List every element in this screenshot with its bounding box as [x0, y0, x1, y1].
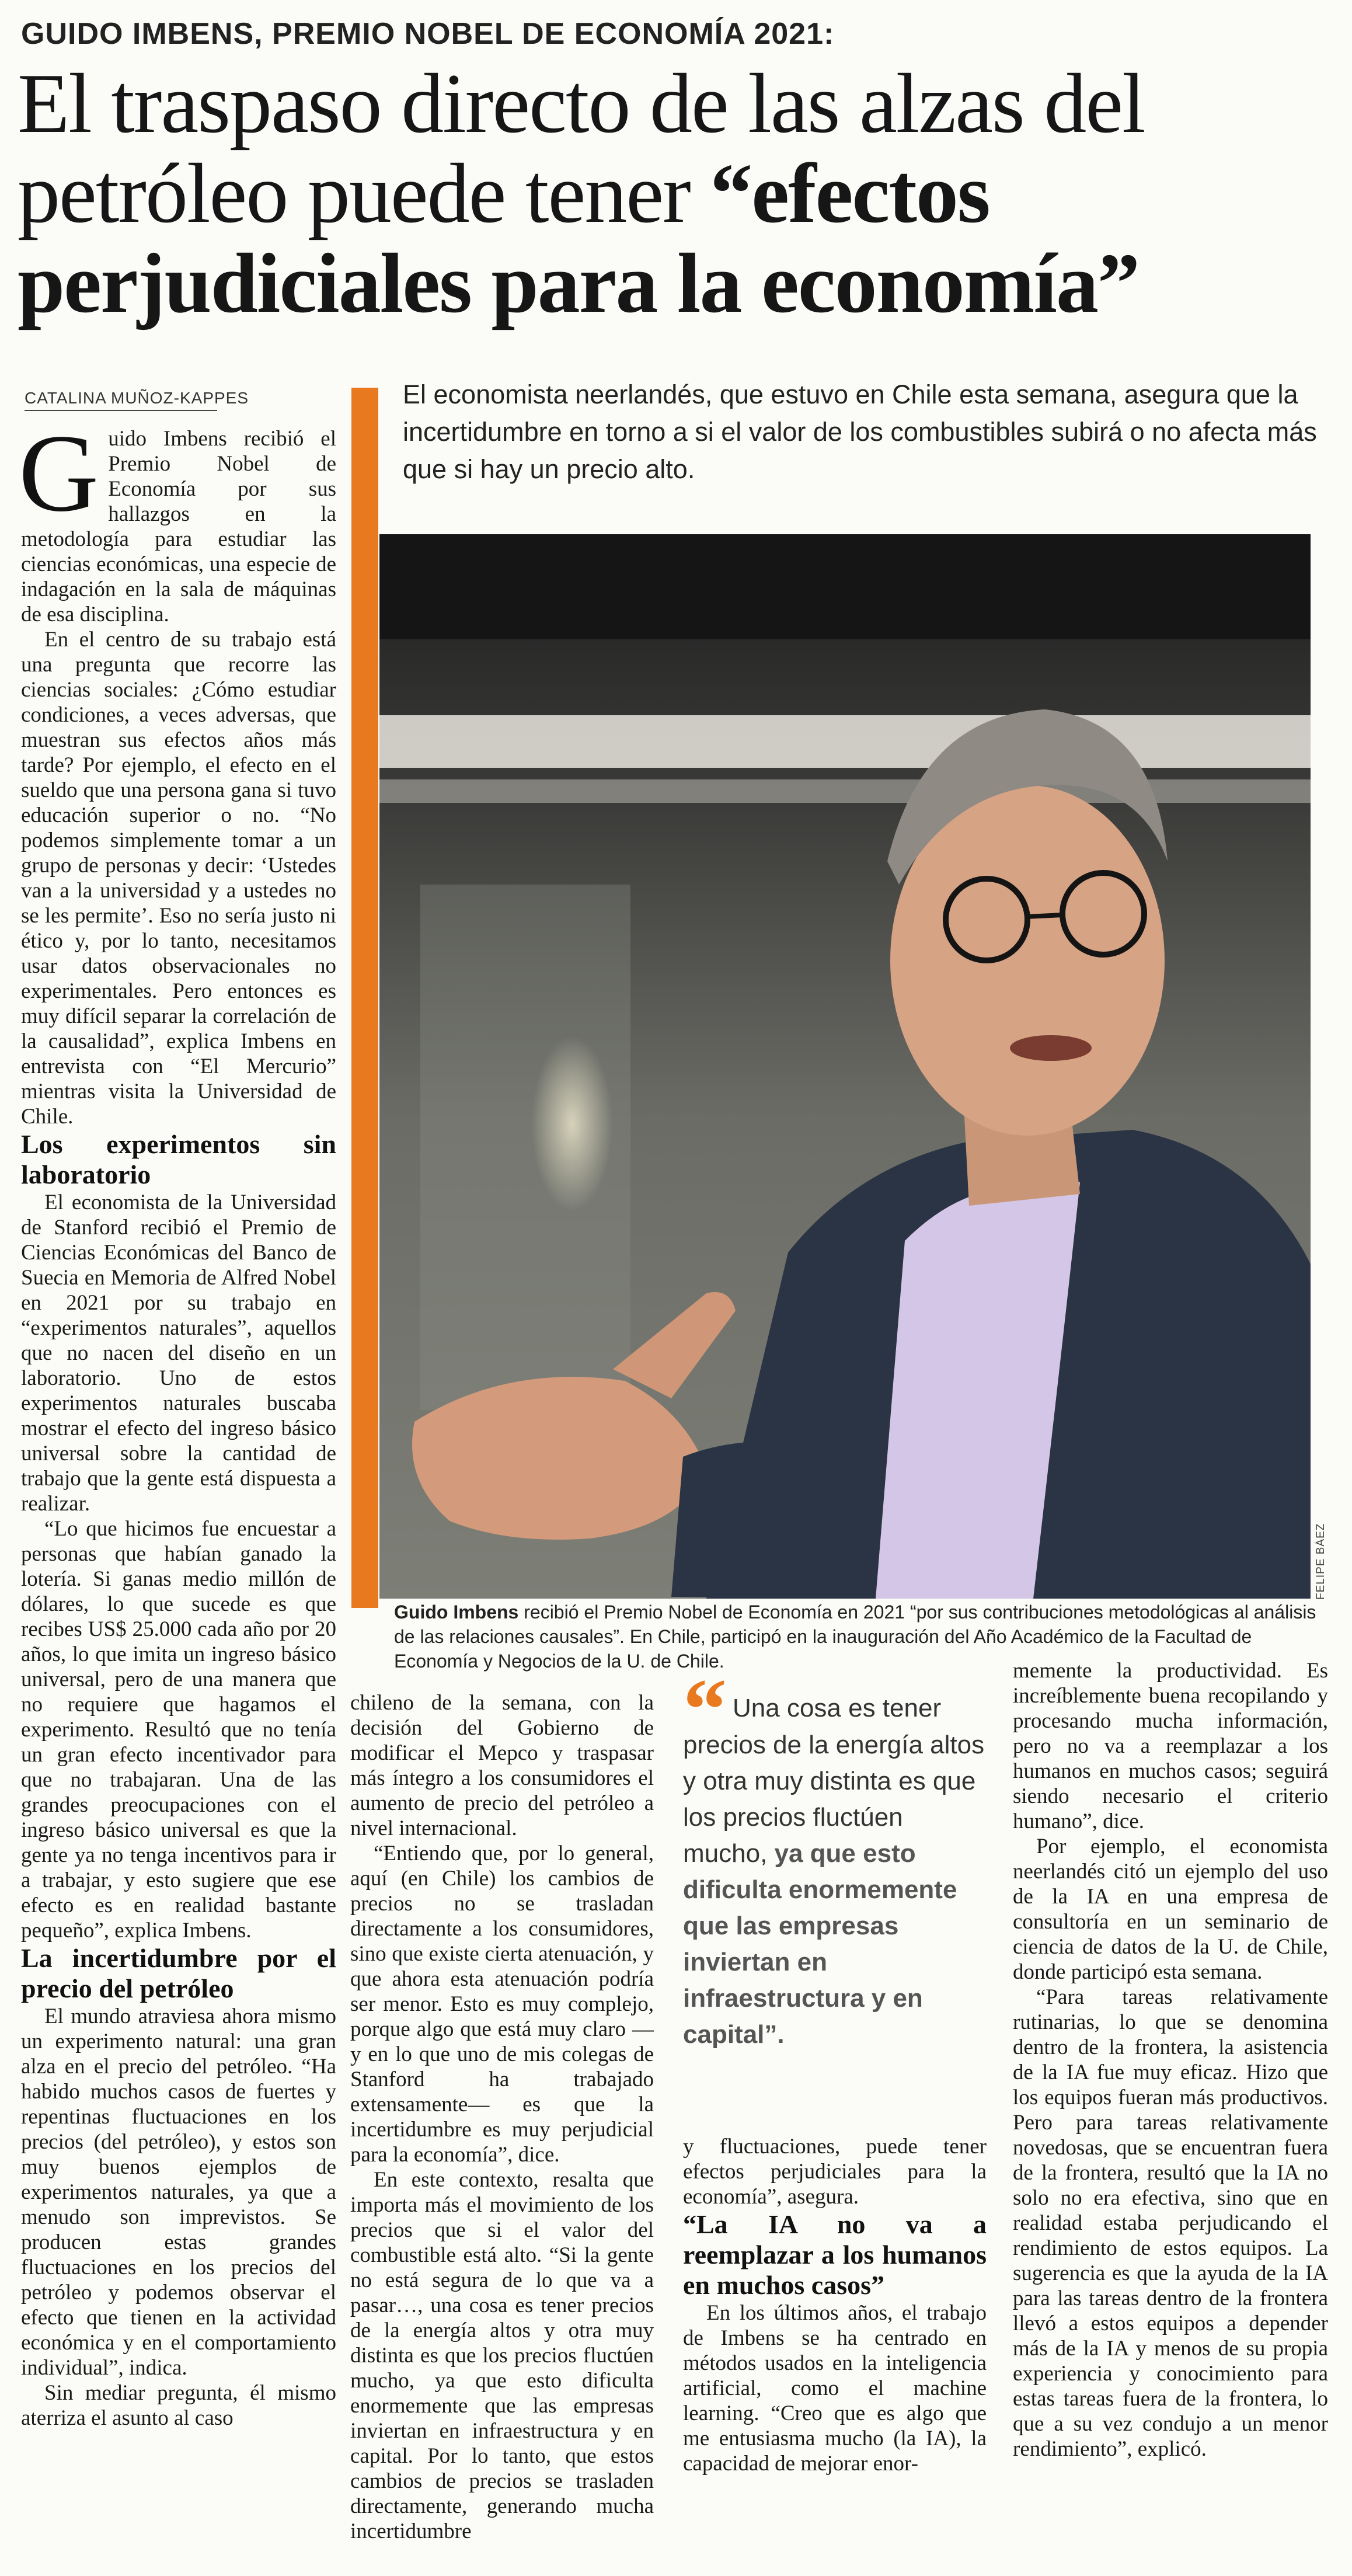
- paragraph: “Entiendo que, por lo general, aquí (en Chile) los cambios de precios no se trasladan directamente a los consumidores, sino que existe cierta atenuación, y que ahora esta atenuación podría ser menor. Esto es muy complejo, porque algo que está muy claro —y en lo que uno de mis colegas de Stanford ha trabajado extensamente— es que la incertidumbre es muy perjudicial para la economía”, dice.: [350, 1842, 654, 2167]
- pull-quote: [683, 1661, 992, 2053]
- paragraph: En el centro de su trabajo está una pregunta que recorre las ciencias sociales: ¿Cómo estudiar condiciones, a veces adversas, que muestran sus efectos años más tarde? Por ejemplo, el efecto en el sueldo que una persona gana si tuvo educación superior o no. “No podemos simplemente tomar a un grupo de personas y decir: ‘Ustedes van a la universidad y a ustedes no se les permite’. Eso no sería justo ni ético y, por lo tanto, necesitamos usar datos observacionales no experimentales. Pero entonces es muy difícil separar la correlación de la causalidad”, explica Imbens en entrevista con “El Mercurio” mientras visita la Universidad de Chile.: [21, 628, 336, 1129]
- paragraph: El mundo atraviesa ahora mismo un experimento natural: una gran alza en el precio del petróleo. “Ha habido muchos casos de fuertes y repentinas fluctuaciones en los precios (del petróleo), y estos son muy buenos ejemplos de experimentos naturales, ya que a menudo son imprevistos. Se producen estas grandes fluctuaciones en los precios del petróleo y podemos observar el efecto que tienen en la actividad económica y en el comportamiento individual”, indica.: [21, 2004, 336, 2380]
- column-1: [19, 412, 336, 2431]
- column-2: [350, 1690, 654, 2544]
- headline-line-2: [18, 146, 1337, 241]
- subheading-ia: “La IA no va a reemplazar a los humanos en muchos casos”: [683, 2209, 987, 2300]
- pull-quote-bold: ya que esto dificulta enormemente que las empresas inviertan en infraestructura y en capital”.: [683, 1839, 957, 2049]
- kicker: GUIDO IMBENS, PREMIO NOBEL DE ECONOMÍA 2021:: [21, 17, 835, 51]
- drop-cap: G: [19, 412, 99, 535]
- headline-line-2-regular: petróleo puede tener: [18, 146, 710, 241]
- subheading-incertidumbre: La incertidumbre por el precio del petróleo: [21, 1943, 336, 2003]
- subheading-experimentos: Los experimentos sin laboratorio: [21, 1129, 336, 1189]
- paragraph: [19, 412, 336, 627]
- paragraph: “Lo que hicimos fue encuestar a personas que habían ganado la lotería. Si ganas medio millón de dólares, lo que sucede es que recibes US$ 25.000 cada año por 20 años, lo que imita un ingreso básico universal, pero de una manera que no requiere que hagamos el experimento. Resultó que no tenía un gran efecto incentivador para que no trabajaran. Una de las grandes preocupaciones con el ingreso básico universal es que la gente ya no tenga incentivos para ir a trabajar, y esto sugiere que ese efecto es en realidad bastante pequeño”, explica Imbens.: [21, 1517, 336, 1943]
- headline-line-2-bold: “efectos: [710, 146, 989, 241]
- article-photo: [379, 534, 1311, 1599]
- paragraph: y fluctuaciones, puede tener efectos perjudiciales para la economía”, asegura.: [683, 2135, 987, 2209]
- paragraph: En este contexto, resalta que importa más el movimiento de los precios que si el valor del combustible está alto. “Si la gente no está segura de lo que va a pasar…, una cosa es tener precios de la energía altos y otra muy distinta es que los precios fluctúen mucho, ya que esto dificulta enormemente que las empresas inviertan en infraestructura y en capital. Por lo tanto, que estos cambios de precios se trasladen directamente, generando mucha incertidumbre: [350, 2168, 654, 2543]
- quote-mark-icon: “: [683, 1661, 727, 1758]
- photo-illustration: [379, 534, 1311, 1599]
- caption-name: Guido Imbens: [394, 1602, 519, 1623]
- author-underline: [25, 410, 217, 411]
- article-dek: El economista neerlandés, que estuvo en Chile esta semana, asegura que la incertidumbre en torno a si el valor de los combustibles subirá o no afecta más que si hay un precio alto.: [403, 380, 1317, 484]
- headline-line-1: El traspaso directo de las alzas del: [18, 56, 1145, 151]
- photo-credit: FELIPE BÁEZ: [1315, 1523, 1327, 1600]
- accent-bar: [351, 388, 378, 1608]
- paragraph-text: uido Imbens recibió el Premio Nobel de Economía por sus hallazgos en la metodología para estudiar las ciencias económicas, una especie de indagación en la sala de máquinas de esa disciplina.: [21, 427, 336, 626]
- author-byline: CATALINA MUÑOZ-KAPPES: [25, 389, 249, 407]
- paragraph: Por ejemplo, el economista neerlandés citó un ejemplo del uso de la IA en una empresa de consultoría en un seminario de ciencia de datos de la U. de Chile, donde participó esta semana.: [1013, 1834, 1328, 1984]
- column-3: [683, 2134, 987, 2476]
- paragraph: chileno de la semana, con la decisión del Gobierno de modificar el Mepco y traspasar más íntegro a los consumidores el aumento de precio del petróleo a nivel internacional.: [350, 1691, 654, 1840]
- pull-quote-regular: Una cosa es tener precios de la energía altos y otra muy distinta es que los precios fluctúen mucho,: [683, 1694, 985, 1868]
- paragraph: En los últimos años, el trabajo de Imbens se ha centrado en métodos usados en la inteligencia artificial, como el machine learning. “Creo que es algo que me entusiasma mucho (la IA), la capacidad de mejorar enor-: [683, 2301, 987, 2476]
- paragraph: El economista de la Universidad de Stanford recibió el Premio de Ciencias Económicas del Banco de Suecia en Memoria de Alfred Nobel en 2021 por su trabajo en “experimentos naturales”, aquellos que no nacen del diseño en un laboratorio. Uno de estos experimentos naturales buscaba mostrar el efecto del ingreso básico universal sobre la cantidad de trabajo que la gente está dispuesta a realizar.: [21, 1190, 336, 1516]
- paragraph: memente la productividad. Es increíblemente buena recopilando y procesando mucha información, pero no va a reemplazar a los humanos en muchos casos; seguirá siendo necesario el criterio humano”, dice.: [1013, 1659, 1328, 1833]
- headline: [18, 58, 1337, 328]
- paragraph: Sin mediar pregunta, él mismo aterriza el asunto al caso: [21, 2381, 336, 2430]
- headline-line-3: perjudiciales para la economía”: [18, 236, 1139, 330]
- caption-text: recibió el Premio Nobel de Economía en 2021 “por sus contribuciones metodológicas al análisis de las relaciones causales”. En Chile, participó en la inauguración del Año Académico de la Facultad de Economía y Negocios de la U. de Chile.: [394, 1602, 1316, 1672]
- paragraph: “Para tareas relativamente rutinarias, lo que se denomina dentro de la frontera, la asistencia de la IA fue muy eficaz. Hizo que los equipos fueran más productivos. Pero para tareas relativamente novedosas, que se encuentran fuera de la frontera, resultó que la IA no solo no era efectiva, sino que en realidad estaba perjudicando el rendimiento de estos equipos. La sugerencia es que la ayuda de la IA para las tareas dentro de la frontera llevó a estos equipos a depender más de la IA y menos de su propia experiencia y conocimiento para estas tareas fuera de la frontera, lo que a su vez condujo a un menor rendimiento”, explicó.: [1013, 1985, 1328, 2461]
- column-4: [1013, 1658, 1328, 2462]
